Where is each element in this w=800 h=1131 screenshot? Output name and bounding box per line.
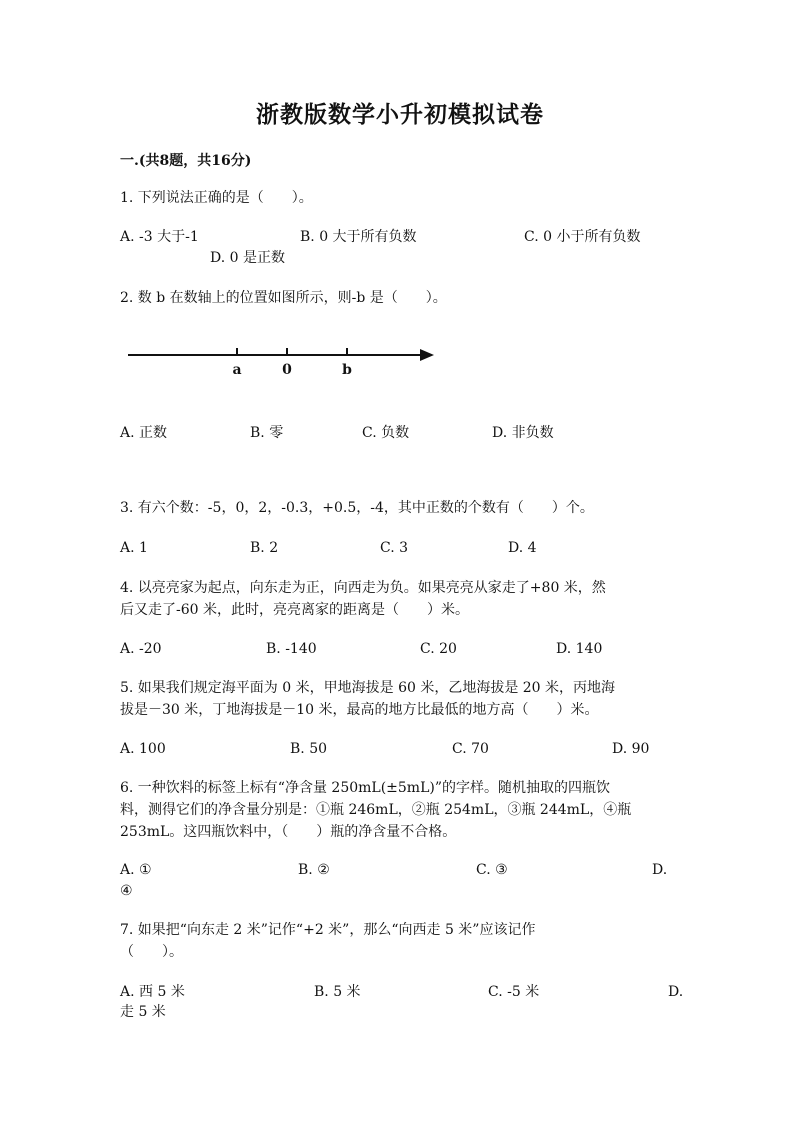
question-4-option-b: B. -140: [266, 641, 317, 657]
question-6-option-d: D.: [652, 862, 668, 878]
question-6-stem-line-3: 253mL。这四瓶饮料中，（ ）瓶的净含量不合格。: [120, 824, 457, 840]
question-3-option-a: A. 1: [120, 540, 148, 556]
question-7-option-c: C. -5 米: [488, 984, 540, 1000]
number-line-arrow: [420, 349, 434, 361]
question-4-option-a: A. -20: [120, 641, 162, 657]
question-7-stem-line-2: （ ）。: [120, 944, 183, 960]
question-2-option-b: B. 零: [250, 425, 284, 441]
label-b: b: [342, 362, 352, 378]
number-line-figure: [120, 338, 450, 388]
page-title: 浙教版数学小升初模拟试卷: [256, 101, 544, 128]
question-3-option-c: C. 3: [380, 540, 409, 556]
question-2-stem: 2. 数 b 在数轴上的位置如图所示，则-b 是（ ）。: [120, 290, 447, 306]
section-heading: 一.(共8题，共16分): [120, 153, 252, 169]
question-4-option-d: D. 140: [556, 641, 603, 657]
question-2-option-c: C. 负数: [362, 425, 410, 441]
question-6-stem-line-2: 料，测得它们的净含量分别是：①瓶 246mL，②瓶 254mL，③瓶 244mL，④瓶: [120, 802, 632, 818]
question-5-option-c: C. 70: [452, 741, 489, 757]
question-2-option-a: A. 正数: [120, 425, 168, 441]
question-3-option-b: B. 2: [250, 540, 279, 556]
question-7-stem-line-1: 7. 如果把“向东走 2 米”记作“+2 米”，那么“向西走 5 米”应该记作: [120, 922, 536, 938]
question-1-stem: 1. 下列说法正确的是（ ）。: [120, 190, 313, 206]
question-5-option-b: B. 50: [290, 741, 328, 757]
question-5-option-d: D. 90: [612, 741, 650, 757]
question-4-stem-line-1: 4. 以亮亮家为起点，向东走为正，向西走为负。如果亮亮从家走了+80 米，然: [120, 580, 606, 596]
question-6-option-c: C. ③: [476, 862, 508, 878]
label-zero: 0: [282, 362, 292, 378]
question-6-stem-line-1: 6. 一种饮料的标签上标有“净含量 250mL(±5mL)”的字样。随机抽取的四瓶饮: [120, 780, 610, 796]
question-7-option-d: D.: [668, 984, 684, 1000]
question-4-stem-line-2: 后又走了-60 米，此时，亮亮离家的距离是（ ）米。: [120, 602, 469, 618]
question-7-option-d-continued: 走 5 米: [120, 1004, 166, 1020]
question-1-option-a: A. -3 大于-1: [120, 229, 199, 245]
question-3-stem: 3. 有六个数：-5，0，2，-0.3，+0.5，-4，其中正数的个数有（ ）个。: [120, 500, 594, 516]
question-7-option-b: B. 5 米: [314, 984, 361, 1000]
question-6-option-d-continued: ④: [120, 883, 133, 899]
question-4-option-c: C. 20: [420, 641, 457, 657]
question-1-option-c: C. 0 小于所有负数: [524, 229, 641, 245]
question-5-stem-line-1: 5. 如果我们规定海平面为 0 米，甲地海拔是 60 米，乙地海拔是 20 米，丙地海: [120, 680, 616, 696]
question-2-option-d: D. 非负数: [492, 425, 554, 441]
question-5-stem-line-2: 拔是－30 米，丁地海拔是－10 米，最高的地方比最低的地方高（ ）米。: [120, 702, 599, 718]
question-3-option-d: D. 4: [508, 540, 537, 556]
question-1-option-d: D. 0 是正数: [210, 250, 285, 266]
question-5-option-a: A. 100: [120, 741, 166, 757]
label-a: a: [232, 362, 242, 378]
question-7-option-a: A. 西 5 米: [120, 984, 185, 1000]
question-6-option-b: B. ②: [298, 862, 330, 878]
question-1-option-b: B. 0 大于所有负数: [300, 229, 417, 245]
question-6-option-a: A. ①: [120, 862, 152, 878]
